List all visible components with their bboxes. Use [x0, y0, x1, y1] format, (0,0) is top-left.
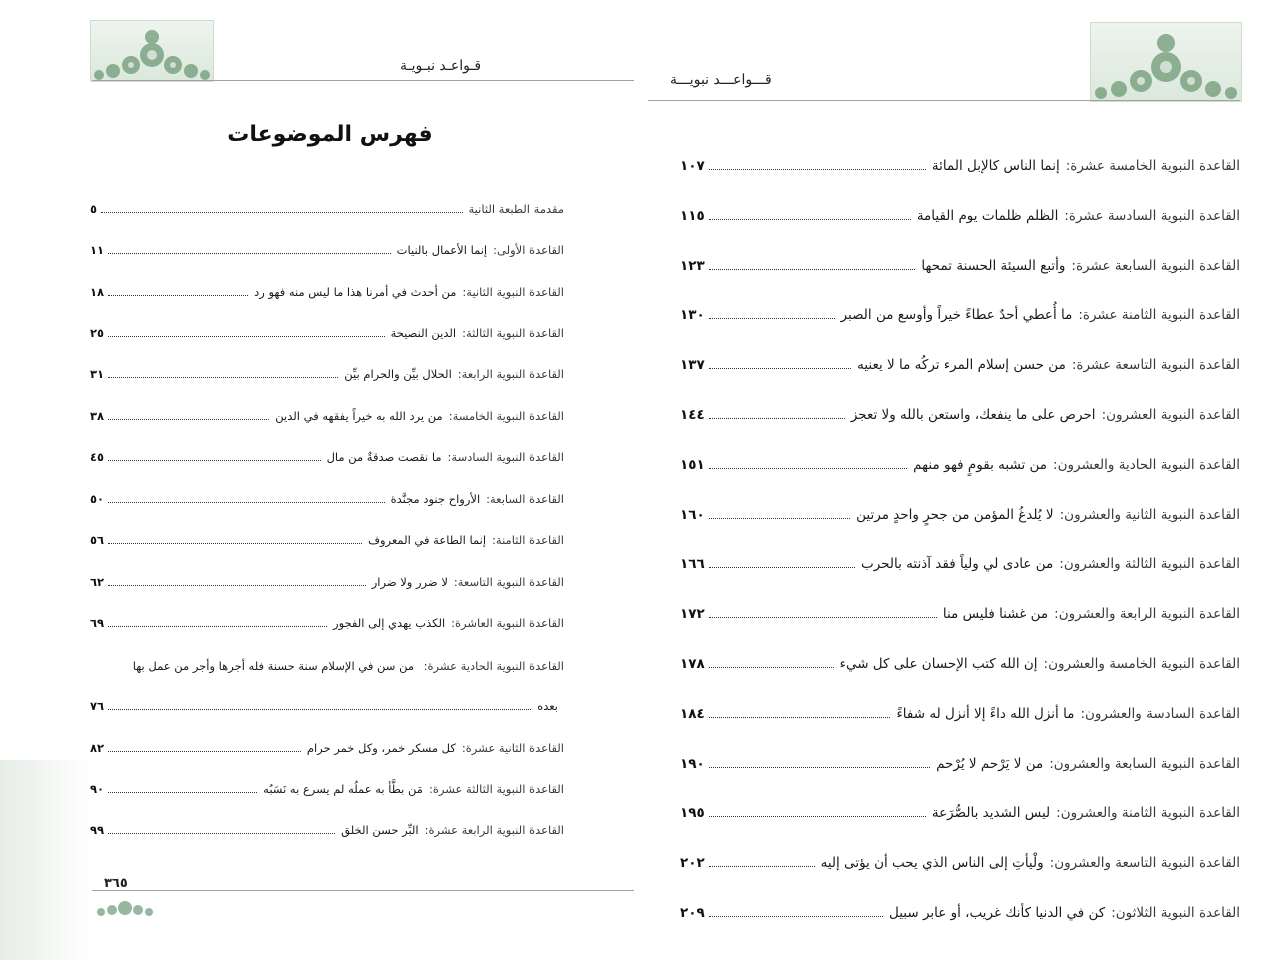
toc-entry[interactable]: [90, 450, 564, 464]
toc-entry[interactable]: [90, 202, 564, 216]
dot-leader: [108, 833, 335, 834]
toc-entry-label: القاعدة النبوية الرابعة والعشرون:: [1054, 606, 1240, 622]
toc-entry[interactable]: [680, 855, 1240, 871]
toc-entry[interactable]: [90, 646, 564, 726]
toc-entry-label: القاعدة الثانية عشرة:: [461, 741, 564, 755]
toc-entry-title-continued: بعده: [537, 699, 558, 713]
toc-entry[interactable]: [90, 823, 564, 837]
toc-entry-label: القاعدة النبوية الثالثة عشرة:: [428, 782, 564, 796]
dot-leader: [709, 169, 926, 170]
dot-leader: [709, 717, 891, 718]
dot-leader: [709, 418, 845, 419]
toc-page-number: ١٨: [90, 285, 105, 299]
toc-page-number: ١٦٦: [680, 556, 705, 572]
toc-entry-label: القاعدة النبوية الخامسة:: [448, 409, 564, 423]
running-head: قـــواعـــد نبويـــة: [670, 72, 772, 88]
dot-leader: [108, 792, 257, 793]
toc-entry-label: مقدمة الطبعة الثانية: [468, 202, 564, 216]
toc-entry-title: ما نقصت صدقةٌ من مال: [326, 450, 442, 464]
toc-entry-title: احرص على ما ينفعك، واستعن بالله ولا تعجز: [850, 407, 1096, 423]
dot-leader: [709, 617, 937, 618]
toc-entry-label: القاعدة النبوية الحادية والعشرون:: [1053, 457, 1240, 473]
toc-page-number: ٥: [90, 202, 98, 216]
toc-entry-title: إنما الأعمال بالنيات: [396, 243, 488, 257]
dot-leader: [108, 626, 327, 627]
toc-page-number: ٧٦: [90, 699, 105, 713]
toc-entry-title: ليس الشديد بالصُّرَعة: [931, 805, 1051, 821]
toc-entry-label: القاعدة النبوية الرابعة:: [457, 367, 564, 381]
toc-page-number: ١٥١: [680, 457, 705, 473]
toc-entry[interactable]: [90, 741, 564, 755]
dot-leader: [709, 667, 834, 668]
toc-entry[interactable]: [90, 782, 564, 796]
toc-entry-label: القاعدة النبوية السابعة والعشرون:: [1049, 756, 1240, 772]
toc-entry[interactable]: [680, 357, 1240, 373]
toc-page-number: ٢٥: [90, 326, 105, 340]
toc-entry-title: وأتبع السيئة الحسنة تمحها: [921, 258, 1066, 274]
toc-page-number: ٦٩: [90, 616, 105, 630]
toc-entry-title: من تشبه بقومٍ فهو منهم: [913, 457, 1048, 473]
toc-entry-title: الدين النصيحة: [390, 326, 457, 340]
toc-entry[interactable]: [680, 905, 1240, 921]
toc-entry-title: من غشنا فليس منا: [942, 606, 1049, 622]
dot-leader: [108, 336, 385, 337]
footer-rule: [92, 890, 634, 891]
toc-entry-title: كن في الدنيا كأنك غريب، أو عابر سبيل: [888, 905, 1106, 921]
toc-entry[interactable]: [680, 158, 1240, 174]
toc-entry-label: القاعدة النبوية الثالثة والعشرون:: [1059, 556, 1240, 572]
toc-entry-label: القاعدة الأولى:: [493, 243, 564, 257]
toc-page-number: ١١: [90, 243, 105, 257]
toc-entry-title: من يرد الله به خيراً يفقهه في الدين: [275, 409, 443, 423]
dot-leader: [108, 502, 385, 503]
dot-leader: [108, 419, 269, 420]
dot-leader: [108, 295, 248, 296]
toc-page-number: ١٠٧: [680, 158, 705, 174]
dot-leader: [709, 269, 916, 270]
toc-entry-line: [90, 686, 564, 726]
toc-entry-label: القاعدة النبوية الثالثة:: [462, 326, 564, 340]
dot-leader: [709, 567, 855, 568]
running-head: قـواعـد نبـويـة: [400, 58, 482, 74]
toc-entry-label: القاعدة النبوية الرابعة عشرة:: [424, 823, 564, 837]
toc-entry-label: القاعدة النبوية الثلاثون:: [1111, 905, 1240, 921]
toc-entry[interactable]: [90, 285, 564, 299]
toc-entry[interactable]: [680, 407, 1240, 423]
toc-page-number: ١٩٠: [680, 756, 705, 772]
toc-entry-title: لا ضرر ولا ضرار: [371, 575, 448, 589]
page-number: ٣٦٥: [104, 876, 128, 891]
dot-leader: [709, 518, 850, 519]
toc-entry-title: إنما الطاعة في المعروف: [368, 533, 487, 547]
toc-entry-title: من حسن إسلام المرء تركُه ما لا يعنيه: [857, 357, 1066, 373]
header-rule: [648, 100, 1240, 101]
toc-entry[interactable]: [90, 409, 564, 423]
toc-entry[interactable]: [680, 656, 1240, 672]
dot-leader: [108, 253, 391, 254]
toc-entry[interactable]: [90, 367, 564, 381]
toc-entry-title: الأرواح جنود مجنَّدة: [390, 492, 481, 506]
toc-entry-line: [90, 646, 564, 686]
toc-entry[interactable]: [90, 533, 564, 547]
toc-entry-label: القاعدة النبوية الحادية عشرة:: [423, 659, 564, 673]
toc-page-number: ١٢٣: [680, 258, 705, 274]
dot-leader: [108, 460, 321, 461]
dot-leader: [108, 543, 362, 544]
toc-page-number: ١٧٨: [680, 656, 705, 672]
toc-entry[interactable]: [680, 457, 1240, 473]
dot-leader: [101, 212, 462, 213]
toc-entry-label: القاعدة الثامنة:: [492, 533, 564, 547]
toc-entry[interactable]: [680, 706, 1240, 722]
dot-leader: [709, 866, 815, 867]
toc-entry[interactable]: [90, 326, 564, 340]
toc-entry-label: القاعدة النبوية الثانية والعشرون:: [1059, 507, 1240, 523]
toc-entry-title: لا يُلدغُ المؤمن من جحرٍ واحدٍ مرتين: [856, 507, 1054, 523]
toc-page-number: ٤٥: [90, 450, 105, 464]
footer-floral-ornament: [90, 892, 160, 920]
toc-entry[interactable]: [90, 492, 564, 506]
toc-page-number: ٥٠: [90, 492, 105, 506]
page-title: فهرس الموضوعات: [227, 122, 433, 147]
toc-page-number: ٥٦: [90, 533, 105, 547]
toc-entry-title: من سن في الإسلام سنة حسنة فله أجرها وأجر من عمل بها: [132, 659, 414, 673]
toc-entry-label: القاعدة السادسة والعشرون:: [1080, 706, 1240, 722]
toc-entry-title: مَن بطَّأ به عملُه لم يسرع به نَسَبُه: [263, 782, 423, 796]
toc-entry-label: القاعدة النبوية العشرون:: [1101, 407, 1240, 423]
toc-entry-title: من عادى لي ولياً فقد آذنته بالحرب: [861, 556, 1054, 572]
toc-entry-label: القاعدة النبوية التاسعة:: [453, 575, 564, 589]
toc-entry[interactable]: [680, 756, 1240, 772]
toc-page-number: ٨٢: [90, 741, 105, 755]
toc-page-number: ١٩٥: [680, 805, 705, 821]
toc-entry-title: ما أُعطي أحدٌ عطاءً خيراً وأوسع من الصبر: [840, 307, 1073, 323]
toc-entry[interactable]: [680, 307, 1240, 323]
toc-entry[interactable]: [90, 575, 564, 589]
dot-leader: [709, 916, 883, 917]
toc-entry-label: القاعدة النبوية السابعة عشرة:: [1071, 258, 1240, 274]
dot-leader: [709, 468, 907, 469]
toc-entry-label: القاعدة النبوية السادسة عشرة:: [1064, 208, 1240, 224]
toc-entry-title: الظلم ظلمات يوم القيامة: [916, 208, 1059, 224]
toc-entry-label: القاعدة النبوية التاسعة عشرة:: [1071, 357, 1240, 373]
toc-entry-label: القاعدة النبوية الخامسة والعشرون:: [1043, 656, 1240, 672]
toc-entry-title: ولْيأتِ إلى الناس الذي يحب أن يؤتى إليه: [820, 855, 1044, 871]
toc-entry-label: القاعدة النبوية الثامنة عشرة:: [1078, 307, 1240, 323]
toc-page-number: ١٦٠: [680, 507, 705, 523]
toc-page-number: ١٨٤: [680, 706, 705, 722]
toc-entry-title: إنما الناس كالإبل المائة: [931, 158, 1060, 174]
toc-page-number: ٩٩: [90, 823, 105, 837]
dot-leader: [108, 377, 338, 378]
toc-entry-label: القاعدة النبوية العاشرة:: [451, 616, 564, 630]
toc-entry[interactable]: [680, 258, 1240, 274]
toc-page-number: ١٣٧: [680, 357, 705, 373]
toc-entry-title: من لا يَرْحم لا يُرْحم: [936, 756, 1044, 772]
toc-page-number: ٢٠٢: [680, 855, 705, 871]
toc-page-number: ١٤٤: [680, 407, 705, 423]
header-rule: [92, 80, 634, 81]
toc-entry-title: البِّر حسن الخلق: [341, 823, 419, 837]
toc-entry-label: القاعدة النبوية السادسة:: [447, 450, 564, 464]
dot-leader: [709, 219, 911, 220]
dot-leader: [709, 816, 926, 817]
toc-entry-title: الحلال بيِّن والحرام بيِّن: [344, 367, 452, 381]
toc-entry-title: إن الله كتب الإحسان على كل شيء: [839, 656, 1038, 672]
toc-page-number: ١٣٠: [680, 307, 705, 323]
toc-page-number: ٣١: [90, 367, 105, 381]
dot-leader: [709, 767, 930, 768]
toc-entry[interactable]: [680, 556, 1240, 572]
dot-leader: [709, 318, 835, 319]
toc-page-number: ٢٠٩: [680, 905, 705, 921]
dot-leader: [108, 585, 366, 586]
toc-page-number: ١١٥: [680, 208, 705, 224]
toc-entry-label: القاعدة النبوية الخامسة عشرة:: [1065, 158, 1240, 174]
dot-leader: [108, 709, 531, 710]
header-floral-ornament: [1090, 22, 1242, 102]
toc-entry-label: القاعدة النبوية الثامنة والعشرون:: [1056, 805, 1240, 821]
toc-entry-label: القاعدة السابعة:: [486, 492, 564, 506]
header-floral-ornament: [90, 20, 214, 82]
toc-entry-label: القاعدة النبوية التاسعة والعشرون:: [1049, 855, 1240, 871]
toc-entry[interactable]: [680, 507, 1240, 523]
toc-entry[interactable]: [90, 243, 564, 257]
toc-page-number: ٣٨: [90, 409, 105, 423]
right-page: [640, 0, 1280, 961]
toc-entry[interactable]: [680, 606, 1240, 622]
toc-entry[interactable]: [90, 616, 564, 630]
toc-entry-title: الكذب يهدي إلى الفجور: [333, 616, 446, 630]
toc-entry-title: ما أنزل الله داءً إلا أنزل له شفاءً: [896, 706, 1075, 722]
toc-entry-label: القاعدة النبوية الثانية:: [462, 285, 564, 299]
side-floral-ornament: [0, 760, 90, 960]
toc-page-number: ١٧٢: [680, 606, 705, 622]
toc-page-number: ٦٢: [90, 575, 105, 589]
toc-page-number: ٩٠: [90, 782, 105, 796]
toc-entry-title: من أحدث في أمرنا هذا ما ليس منه فهو رد: [254, 285, 457, 299]
dot-leader: [108, 751, 301, 752]
toc-entry[interactable]: [680, 805, 1240, 821]
dot-leader: [709, 368, 851, 369]
toc-entry-title: كل مسكر خمر، وكل خمر حرام: [306, 741, 456, 755]
toc-entry[interactable]: [680, 208, 1240, 224]
